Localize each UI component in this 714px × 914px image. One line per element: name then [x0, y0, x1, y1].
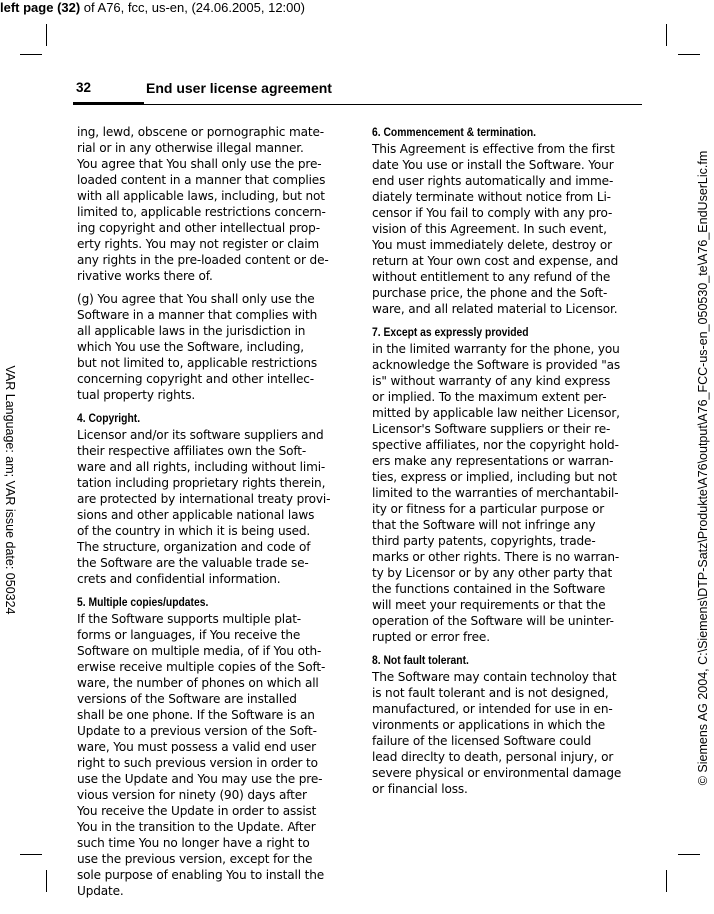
text-line: right to such previous version in order to: [77, 756, 318, 770]
text-line: Update.: [77, 884, 124, 898]
text-line: acknowledge the Software is provided "as: [372, 358, 621, 372]
text-line: vironments or applications in which the: [372, 718, 606, 732]
text-line: without entitlement to any refund of the: [372, 270, 611, 284]
text-line: or financial loss.: [372, 782, 468, 796]
text-line: ty by Licensor or by any other party that: [372, 566, 613, 580]
text-line: Software on multiple media, of if You oth-: [77, 644, 322, 658]
text-line: rupted or error free.: [372, 630, 490, 644]
text-line: severe physical or environmental damage: [372, 766, 622, 780]
text-line: with all applicable laws, including, but not: [77, 189, 325, 203]
text-line: is" without warranty of any kind express: [372, 374, 611, 388]
crop-mark: [46, 24, 47, 46]
crop-mark: [666, 24, 667, 46]
text-line: versions of the Software are installed: [77, 692, 297, 706]
print-header-page: left page (32): [0, 0, 81, 15]
text-line: Update to a previous version of the Soft-: [77, 724, 317, 738]
paragraph-preloaded-content: [77, 124, 345, 284]
left-column: [77, 124, 345, 899]
margin-language-note: VAR Language: am; VAR issue date: 050324: [3, 365, 17, 615]
section-heading-warranty: 7. Except as expressly provided: [372, 325, 529, 339]
text-line: which You use the Software, including,: [77, 340, 304, 354]
text-line: shall be one phone. If the Software is an: [77, 708, 315, 722]
text-line: of the country in which it is being used.: [77, 524, 311, 538]
text-line: marks or other rights. There is no warran-: [372, 550, 620, 564]
text-line: lead direclty to death, personal injury, or: [372, 750, 614, 764]
text-line: You receive the Update in order to assist: [77, 804, 317, 818]
text-line: will meet your requirements or that the: [372, 598, 606, 612]
text-line: limited to the warranties of merchantabil-: [372, 486, 619, 500]
crop-mark: [678, 854, 700, 855]
print-header: [0, 0, 305, 16]
text-line: vious version for ninety (90) days after: [77, 788, 307, 802]
right-column: [372, 124, 640, 797]
section-heading-multiple-copies: 5. Multiple copies/updates.: [77, 595, 209, 609]
text-line: crets and confidential information.: [77, 572, 281, 586]
section-heading-fault-tolerance: 8. Not fault tolerant.: [372, 653, 469, 667]
text-line: is not fault tolerant and is not designed,: [372, 686, 609, 700]
text-line: If the Software supports multiple plat-: [77, 612, 302, 626]
text-line: ties, express or implied, including but not: [372, 470, 617, 484]
text-line: tation including proprietary rights therein,: [77, 476, 326, 490]
text-line: third party patents, copyrights, trade-: [372, 534, 596, 548]
text-line: their respective affiliates own the Soft-: [77, 444, 307, 458]
text-line: end user rights automatically and imme-: [372, 174, 614, 188]
crop-mark: [678, 54, 700, 55]
text-line: rivative works there of.: [77, 269, 213, 283]
section-heading-termination: 6. Commencement & termination.: [372, 125, 537, 139]
text-line: Licensor and/or its software suppliers and: [77, 428, 324, 442]
text-line: ity or fitness for a particular purpose or: [372, 502, 605, 516]
text-line: or implied. To the maximum extent per-: [372, 390, 607, 404]
print-header-info: of A76, fcc, us-en, (24.06.2005, 12:00): [80, 0, 305, 15]
text-line: manufactured, or intended for use in en-: [372, 702, 613, 716]
page-title: End user license agreement: [146, 80, 332, 96]
text-line: such time You no longer have a right to: [77, 836, 310, 850]
text-line: but not limited to, applicable restrictions: [77, 356, 318, 370]
text-line: the functions contained in the Software: [372, 582, 606, 596]
text-line: sole purpose of enabling You to install the: [77, 868, 325, 882]
text-line: that the Software will not infringe any: [372, 518, 596, 532]
text-line: failure of the licensed Software could: [372, 734, 592, 748]
header-rule: [144, 104, 642, 105]
crop-mark: [20, 54, 42, 55]
text-line: use the Update and You may use the pre-: [77, 772, 323, 786]
text-line: loaded content in a manner that complies: [77, 173, 326, 187]
text-line: spective affiliates, nor the copyright hold-: [372, 438, 619, 452]
text-line: ware and all rights, including without limi-: [77, 460, 326, 474]
text-line: any rights in the pre-loaded content or de-: [77, 253, 329, 267]
text-line: forms or languages, if You receive the: [77, 628, 301, 642]
text-line: erwise receive multiple copies of the Soft-: [77, 660, 326, 674]
text-line: ing copyright and other intellectual prop-: [77, 221, 320, 235]
text-line: all applicable laws in the jurisdiction in: [77, 324, 306, 338]
paragraph-warranty: [372, 341, 640, 645]
text-line: concerning copyright and other intellec-: [77, 372, 314, 386]
crop-mark: [666, 870, 667, 892]
text-line: in the limited warranty for the phone, you: [372, 342, 620, 356]
text-line: You agree that You shall only use the pre-: [77, 157, 322, 171]
text-line: diately terminate without notice from Li-: [372, 190, 611, 204]
text-line: purchase price, the phone and the Soft-: [372, 286, 608, 300]
text-line: ers make any representations or warran-: [372, 454, 614, 468]
header-rule-thick: [73, 102, 144, 105]
text-line: sions and other applicable national laws: [77, 508, 315, 522]
crop-mark: [46, 870, 47, 892]
text-line: limited to, applicable restrictions concern-: [77, 205, 326, 219]
text-line: are protected by international treaty provi-: [77, 492, 331, 506]
text-line: ing, lewd, obscene or pornographic mate-: [77, 125, 324, 139]
page-number: 32: [76, 80, 92, 95]
text-line: rial or in any otherwise illegal manner.: [77, 141, 304, 155]
text-line: return at Your own cost and expense, and: [372, 254, 619, 268]
paragraph-termination: [372, 141, 640, 317]
text-line: This Agreement is effective from the first: [372, 142, 615, 156]
text-line: The structure, organization and code of: [77, 540, 311, 554]
text-line: operation of the Software will be uninter-: [372, 614, 614, 628]
paragraph-fault-tolerance: [372, 669, 640, 797]
text-line: ware, You must possess a valid end user: [77, 740, 316, 754]
text-line: use the previous version, except for the: [77, 852, 313, 866]
text-line: censor if You fail to comply with any pro-: [372, 206, 613, 220]
text-line: You in the transition to the Update. After: [77, 820, 316, 834]
section-heading-copyright: 4. Copyright.: [77, 411, 141, 425]
text-line: Licensor's Software suppliers or their re-: [372, 422, 611, 436]
text-line: tual property rights.: [77, 388, 196, 402]
text-line: (g) You agree that You shall only use the: [77, 292, 315, 306]
paragraph-multiple-copies: [77, 611, 345, 899]
text-line: date You use or install the Software. Your: [372, 158, 614, 172]
margin-copyright-path: © Siemens AG 2004, C:\Siemens\DTP-Satz\Produkte\A76\output\A76_FCC-us-en_050530_te\A76_EndUserLic.fm: [696, 150, 710, 786]
text-line: The Software may contain technoloy that: [372, 670, 617, 684]
text-line: You must immediately delete, destroy or: [372, 238, 612, 252]
paragraph-copyright: [77, 427, 345, 587]
text-line: erty rights. You may not register or claim: [77, 237, 320, 251]
crop-mark: [20, 854, 42, 855]
text-line: ware, the number of phones on which all: [77, 676, 319, 690]
text-line: vision of this Agreement. In such event,: [372, 222, 607, 236]
text-line: the Software are the valuable trade se-: [77, 556, 309, 570]
text-line: Software in a manner that complies with: [77, 308, 318, 322]
text-line: ware, and all related material to Licensor.: [372, 302, 618, 316]
paragraph-software-use: [77, 291, 345, 403]
text-line: mitted by applicable law neither Licensor,: [372, 406, 620, 420]
